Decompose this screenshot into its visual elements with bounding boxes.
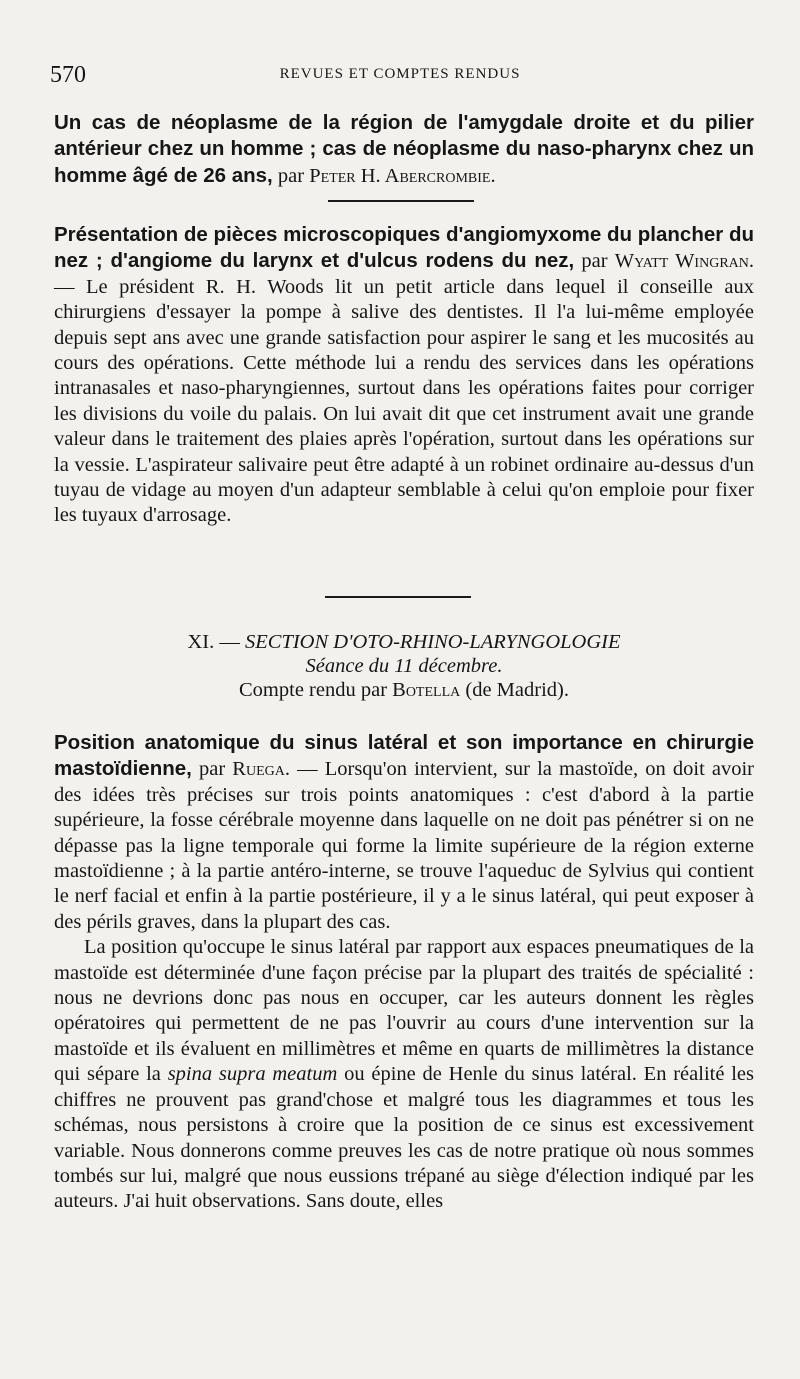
article-title: Position anatomique du sinus latéral et son importance en chirurgie mastoïdienne,	[54, 731, 754, 781]
section-session: Séance du 11 décembre.	[305, 655, 503, 677]
report-prefix: Compte rendu par	[239, 679, 388, 701]
italic-term: spina supra meatum	[167, 1063, 338, 1086]
separator-rule	[328, 200, 474, 202]
reporter-name: Botella	[392, 679, 461, 701]
page-number: 570	[50, 62, 86, 88]
article-paragraph	[54, 730, 754, 935]
page-header	[50, 62, 750, 92]
par-word: par	[277, 164, 305, 187]
par-word: par	[581, 250, 608, 273]
section-report-line	[54, 678, 754, 702]
reporter-place: (de Madrid).	[465, 679, 569, 701]
article-author: Peter H. Abercrombie.	[309, 164, 496, 187]
article-body: La position qu'occupe le sinus latéral par rapport aux espaces pneumatiques de la mastoïde est déterminée d'une façon précise par la plupart des traités de spécialité : nous ne devrions donc pas nous en occuper, car les auteurs donnent les règles opératoires qui permettent de ne pas l'ouvrir au cours d'une intervention sur la mastoïde et ils évaluent en millimètres et même en quarts de millimètres la distance qui sépare la	[54, 936, 754, 1086]
article-wingran	[54, 222, 754, 529]
article-title: Présentation de pièces microscopiques d'angiomyxome du plancher du nez ; d'angiome du larynx et d'ulcus rodens du nez,	[54, 223, 754, 273]
section-heading	[54, 630, 754, 702]
article-paragraph	[54, 935, 754, 1214]
article-body: ou épine de Henle du sinus latéral. En réalité les chiffres ne prouvent pas grand'chose et malgré tous les diagrammes et tous les schémas, nous persistons à croire que la position de ce sinus est excessivement variable. Nous donnerons comme preuves les cas de notre pratique où nous sommes tombés sur lui, malgré que nous eussions trépané au siège d'élection indiqué par les auteurs. J'ai huit observations. Sans doute, elles	[54, 1063, 754, 1213]
article-author: Wyatt Wingran.	[614, 250, 754, 273]
article-author: Ruega.	[232, 758, 290, 781]
article-abercrombie	[54, 110, 754, 189]
section-number: XI. —	[187, 631, 240, 653]
article-body: — Le président R. H. Woods lit un petit article dans lequel il conseille aux chirurgiens d'essayer la pompe à salive des dentistes. Il l'a lui-même employée depuis sept ans avec une grande satisfaction pour aspirer le sang et les mucosités au cours des opérations. Cette méthode lui a rendu des services dans les opérations intranasales et naso-pharyngiennes, surtout dans les opérations faites pour corriger les divisions du voile du palais. On lui avait dit que cet instrument avait une grande valeur dans le traitement des plaies après l'opération, surtout dans les opérations sur la vessie. L'aspirateur salivaire peut être adapté à un robinet ordinaire au-dessus d'un tuyau de vidage au moyen d'un adapteur semblable à celui qu'on emploie pour fixer les tuyaux d'arrosage.	[54, 275, 754, 527]
article-ruega	[54, 730, 754, 1215]
section-separator-rule	[325, 596, 471, 598]
par-word: par	[198, 758, 226, 781]
article-title: Un cas de néoplasme de la région de l'amygdale droite et du pilier antérieur chez un homme ; cas de néoplasme du naso-pharynx chez un homme âgé de 26 ans,	[54, 111, 754, 187]
section-title-line	[54, 630, 754, 654]
article-body: — Lorsqu'on intervient, sur la mastoïde, on doit avoir des idées très précises sur trois points anatomiques : c'est d'abord à la partie supérieure, la fosse cérébrale moyenne dans laquelle on ne doit pas pénétrer si on ne dépasse pas la ligne temporale qui forme la limite supérieure de la région externe mastoïdienne ; à la partie antéro-interne, se trouve l'aqueduc de Sylvius qui contient le nerf facial et enfin à la partie postérieure, il y a le sinus latéral, qui peut exposer à des périls graves, dans la plupart des cas.	[54, 758, 755, 933]
running-head: REVUES ET COMPTES RENDUS	[279, 66, 521, 82]
section-title: SECTION D'OTO-RHINO-LARYNGOLOGIE	[245, 631, 621, 653]
